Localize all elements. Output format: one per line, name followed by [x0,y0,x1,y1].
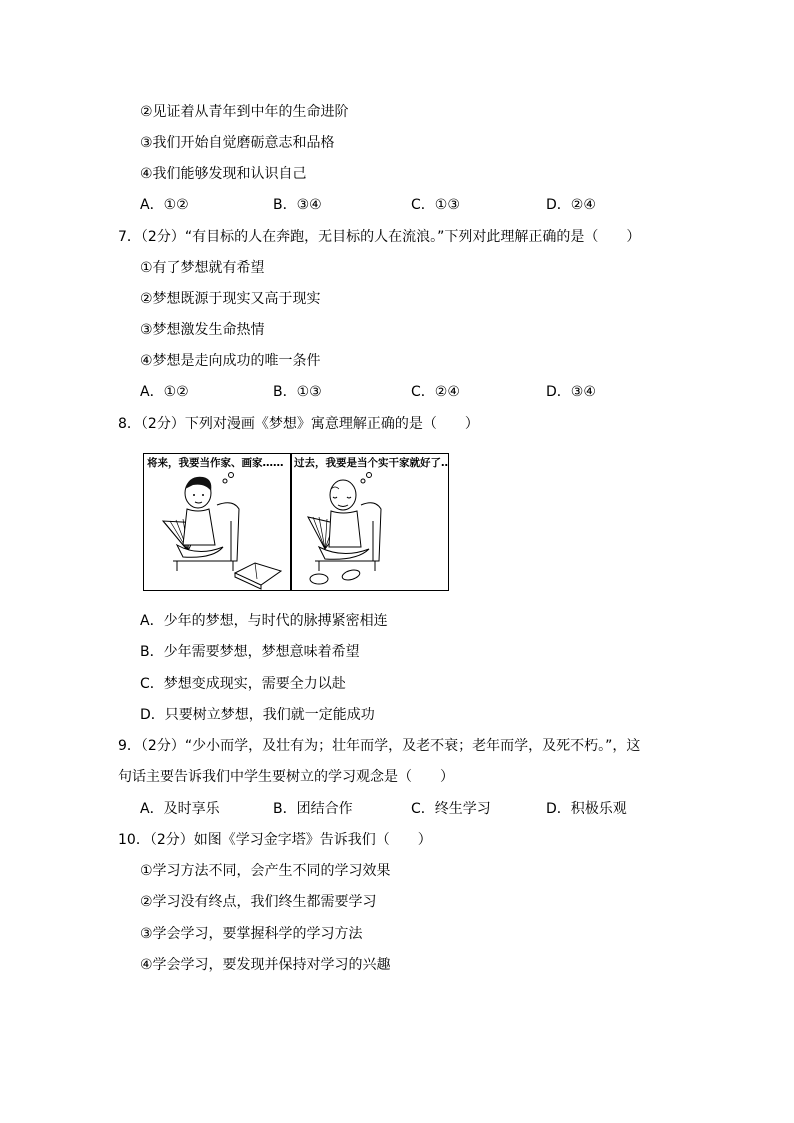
q7-item-3: ③梦想激发生命热情 [140,322,265,338]
q9-stem-line2: 句话主要告诉我们中学生要树立的学习观念是（ ） [118,769,454,785]
q9-option-c: C．终生学习 [411,801,491,817]
q10-item-1: ①学习方法不同，会产生不同的学习效果 [140,863,391,879]
q7-option-b: B．①③ [273,384,322,400]
q8-option-a: A．少年的梦想，与时代的脉搏紧密相连 [140,613,388,629]
q7-option-c: C．②④ [411,384,460,400]
q10-stem: 10．（2分）如图《学习金字塔》告诉我们（ ） [118,832,432,848]
dream-cartoon [143,453,449,591]
q8-option-d: D．只要树立梦想，我们就一定能成功 [140,707,375,723]
q8-option-c: C．梦想变成现实，需要全力以赴 [140,676,346,692]
q8-stem: 8．（2分）下列对漫画《梦想》寓意理解正确的是（ ） [118,416,479,432]
q6-option-d: D．②④ [546,197,596,213]
q7-stem: 7．（2分）“有目标的人在奔跑，无目标的人在流浪。”下列对此理解正确的是（ ） [118,229,641,245]
cartoon-right-caption: 过去，我要是当个实干家就好了…… [294,457,449,469]
q9-option-b: B．团结合作 [273,801,353,817]
q8-option-b: B．少年需要梦想，梦想意味着希望 [140,644,360,660]
q9-stem-line1: 9．（2分）“少小而学，及壮有为；壮年而学，及老不衰；老年而学，及死不朽。”，这 [118,738,641,754]
q10-item-3: ③学会学习，要掌握科学的学习方法 [140,926,363,942]
q6-option-b: B．③④ [273,197,322,213]
q6-option-a: A．①② [140,197,189,213]
q10-item-2: ②学习没有终点，我们终生都需要学习 [140,894,377,910]
q7-item-1: ①有了梦想就有希望 [140,260,265,276]
q7-item-2: ②梦想既源于现实又高于现实 [140,291,321,307]
q7-option-d: D．③④ [546,384,596,400]
cartoon-left-caption: 将来，我要当作家、画家…… [147,457,284,469]
q7-item-4: ④梦想是走向成功的唯一条件 [140,353,321,369]
q9-option-a: A．及时享乐 [140,801,220,817]
q6-item-2: ②见证着从青年到中年的生命进阶 [140,104,349,120]
q7-option-a: A．①② [140,384,189,400]
q6-item-4: ④我们能够发现和认识自己 [140,166,307,182]
q6-option-c: C．①③ [411,197,460,213]
q6-item-3: ③我们开始自觉磨砺意志和品格 [140,135,335,151]
q9-option-d: D．积极乐观 [546,801,627,817]
q10-item-4: ④学会学习，要发现并保持对学习的兴趣 [140,957,391,973]
